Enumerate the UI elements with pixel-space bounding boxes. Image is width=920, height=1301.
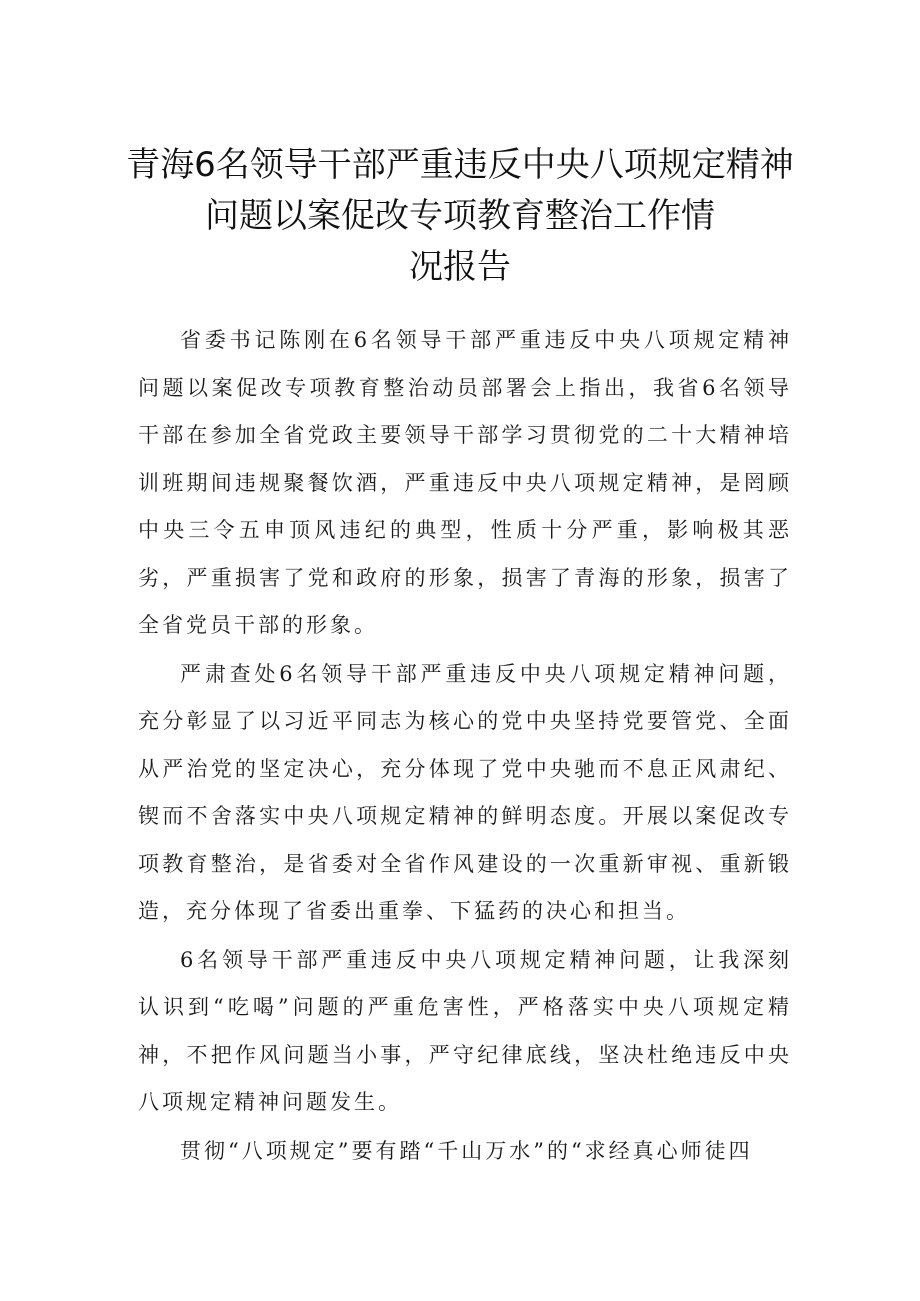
document-body xyxy=(138,317,792,1176)
paragraph: 贯彻“八项规定”要有踏“千山万水”的“求经真心师徒四 xyxy=(180,1138,753,1163)
paragraph: 6名领导干部严重违反中央八项规定精神问题，让我深刻认识到“吃喝”问题的严重危害性，严格落实中央八项规定精神，不把作风问题当小事，严守纪律底线，坚决杜绝违反中央八项规定精神问题发生。 xyxy=(138,947,792,1114)
title-line: 问题以案促改专项教育整治工作情 xyxy=(205,196,715,236)
document-title xyxy=(120,140,800,293)
paragraph: 严肃查处6名领导干部严重违反中央八项规定精神问题，充分彰显了以习近平同志为核心的党中央坚持党要管党、全面从严治党的坚定决心，充分体现了党中央驰而不息正风肃纪、锲而不舍落实中央八项规定精神的鲜明态度。开展以案促改专项教育整治，是省委对全省作风建设的一次重新审视、重新锻造，充分体现了省委出重拳、下猛药的决心和担当。 xyxy=(138,661,792,923)
title-line: 况报告 xyxy=(409,247,511,287)
title-line: 青海6名领导干部严重违反中央八项规定精神 xyxy=(126,145,794,185)
paragraph: 省委书记陈刚在6名领导干部严重违反中央八项规定精神问题以案促改专项教育整治动员部署会上指出，我省6名领导干部在参加全省党政主要领导干部学习贯彻党的二十大精神培训班期间违规聚餐饮酒，严重违反中央八项规定精神，是罔顾中央三令五申顶风违纪的典型，性质十分严重，影响极其恶劣，严重损害了党和政府的形象，损害了青海的形象，损害了全省党员干部的形象。 xyxy=(138,328,792,637)
